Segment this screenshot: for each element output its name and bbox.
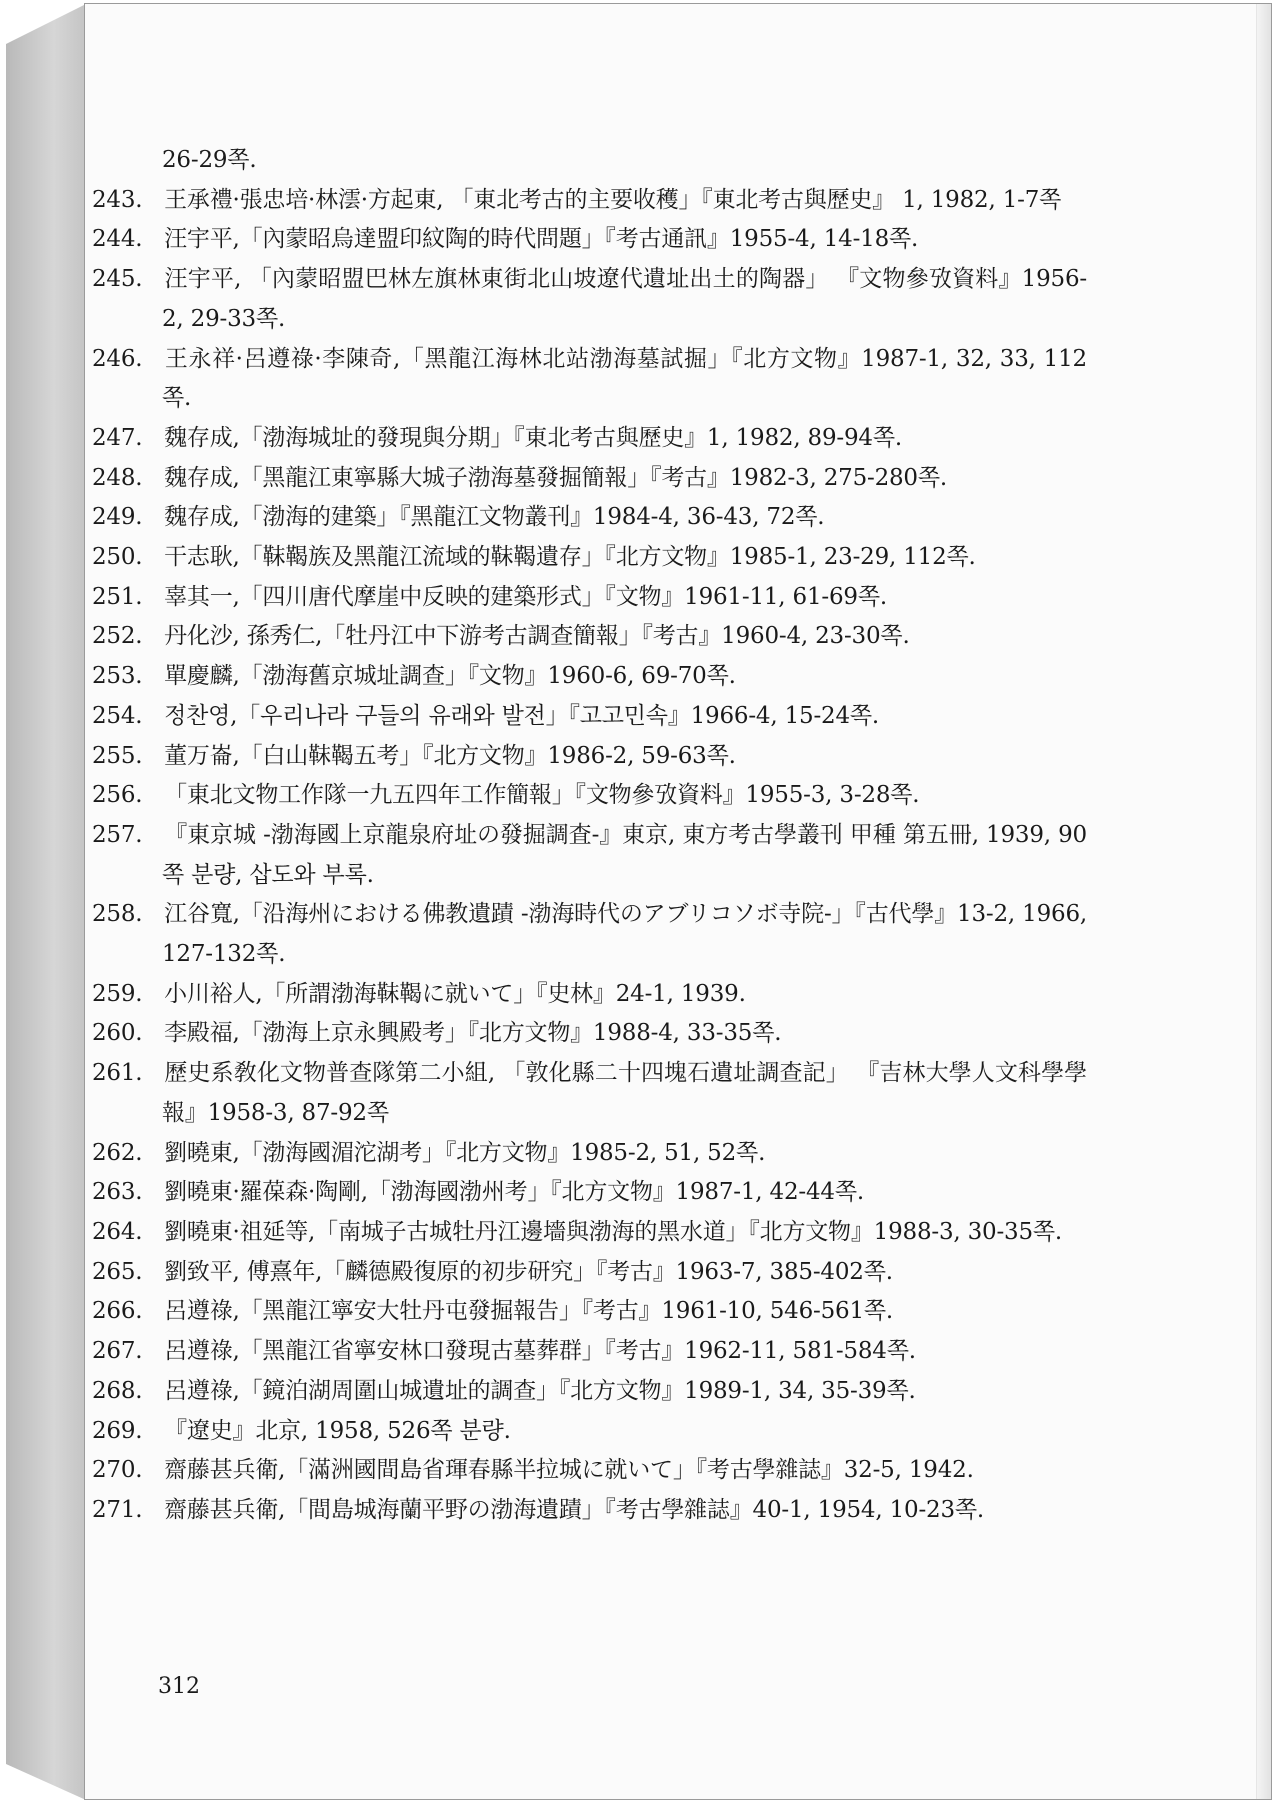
entry-text: 江谷寬,「沿海州における佛教遺蹟 -渤海時代のアブリコソボ寺院-」『古代學』13-2, 1966, 127-132쪽. <box>162 901 1087 968</box>
page-edge <box>1256 4 1271 1799</box>
entry-number: 260. <box>92 1020 143 1047</box>
entry-number: 252. <box>92 623 143 650</box>
entry-number: 261. <box>92 1060 143 1087</box>
entry-number: 250. <box>92 544 143 571</box>
bibliography-entry <box>92 1292 1087 1332</box>
bibliography-entry <box>92 1372 1087 1412</box>
bibliography-entry <box>92 459 1087 499</box>
bibliography-entry <box>92 975 1087 1015</box>
bibliography-entry <box>127 141 1087 181</box>
entry-text: 劉致平, 傅熹年,「麟德殿復原的初步研究」『考古』1963-7, 385-402쪽. <box>164 1258 893 1285</box>
entry-text: 單慶麟,「渤海舊京城址調查」『文物』1960-6, 69-70쪽. <box>164 663 736 690</box>
entry-text: 丹化沙, 孫秀仁,「牡丹江中下游考古調查簡報」『考古』1960-4, 23-30쪽. <box>164 623 910 650</box>
entry-number: 269. <box>92 1417 143 1444</box>
entry-number: 265. <box>92 1258 143 1285</box>
bibliography-entry <box>92 1173 1087 1213</box>
bibliography-entry <box>92 498 1087 538</box>
entry-text: 齋藤甚兵衛,「滿洲國間島省琿春縣半拉城に就いて」『考古學雜誌』32-5, 1942. <box>164 1457 974 1484</box>
entry-text: 小川裕人,「所謂渤海靺鞨に就いて」『史林』24-1, 1939. <box>164 980 746 1007</box>
bibliography-entry <box>92 895 1087 974</box>
bibliography-entry <box>92 1451 1087 1491</box>
entry-number: 253. <box>92 663 143 690</box>
bibliography-entry <box>92 340 1087 419</box>
bibliography-entry <box>92 1253 1087 1293</box>
bibliography-entry <box>92 1412 1087 1452</box>
page-number: 312 <box>158 1674 200 1699</box>
bibliography-entry <box>92 776 1087 816</box>
entry-number: 246. <box>92 345 143 372</box>
entry-number: 245. <box>92 266 143 293</box>
entry-number: 257. <box>92 821 143 848</box>
bibliography-entry <box>92 617 1087 657</box>
entry-text: 汪宇平, 「內蒙昭盟巴林左旗林東街北山坡遼代遺址出土的陶器」 『文物參攷資料』1956-2, 29-33쪽. <box>162 266 1087 332</box>
entry-text: 呂遵祿,「鏡泊湖周圍山城遺址的調查」『北方文物』1989-1, 34, 35-39쪽. <box>164 1377 916 1404</box>
bibliography-entry <box>92 1014 1087 1054</box>
bibliography-entry <box>92 1054 1087 1133</box>
entry-number: 263. <box>92 1179 143 1206</box>
entry-text: 辜其一,「四川唐代摩崖中反映的建築形式」『文物』1961-11, 61-69쪽. <box>164 583 887 610</box>
bibliography-entry <box>92 578 1087 618</box>
entry-number: 251. <box>92 583 143 610</box>
entry-text: 『東京城 -渤海國上京龍泉府址の發掘調査-』東京, 東方考古學叢刊 甲種 第五冊, 1939, 90쪽 분량, 삽도와 부록. <box>162 821 1087 888</box>
entry-text: 정찬영,「우리나라 구들의 유래와 발전」『고고민속』1966-4, 15-24쪽. <box>164 702 880 729</box>
entry-number: 243. <box>92 186 143 213</box>
entry-text: 呂遵祿,「黑龍江寧安大牡丹屯發掘報告」『考古』1961-10, 546-561쪽. <box>164 1298 894 1325</box>
entry-text: 26-29쪽. <box>162 147 257 173</box>
entry-number: 266. <box>92 1298 143 1325</box>
entry-text: 魏存成,「黑龍江東寧縣大城子渤海墓發掘簡報」『考古』1982-3, 275-280쪽. <box>164 464 947 491</box>
bibliography-entry <box>92 220 1087 260</box>
entry-number: 254. <box>92 702 143 729</box>
bibliography-entry <box>92 737 1087 777</box>
entry-number: 262. <box>92 1139 143 1166</box>
entry-text: 歷史系敎化文物普查隊第二小組, 「敦化縣二十四塊石遺址調查記」 『吉林大學人文科學學報』1958-3, 87-92쪽 <box>162 1060 1087 1126</box>
bibliography-entry <box>92 419 1087 459</box>
bibliography-list <box>92 141 1087 1531</box>
entry-number: 248. <box>92 464 143 491</box>
bibliography-entry <box>92 181 1087 221</box>
entry-text: 呂遵祿,「黑龍江省寧安林口發現古墓葬群」『考古』1962-11, 581-584쪽. <box>164 1338 916 1365</box>
bibliography-entry <box>92 1134 1087 1174</box>
bibliography-entry <box>92 816 1087 895</box>
bibliography-entry <box>92 1332 1087 1372</box>
entry-text: 『遼史』北京, 1958, 526쪽 분량. <box>164 1417 511 1444</box>
entry-text: 李殿福,「渤海上京永興殿考」『北方文物』1988-4, 33-35쪽. <box>164 1020 782 1047</box>
entry-text: 王永祥·呂遵祿·李陳奇,「黑龍江海林北站渤海墓試掘」『北方文物』1987-1, 32, 33, 112쪽. <box>162 345 1087 412</box>
entry-text: 劉曉東·祖延等,「南城子古城牡丹江邊墻與渤海的黑水道」『北方文物』1988-3, 30-35쪽. <box>164 1218 1063 1245</box>
entry-text: 魏存成,「渤海的建築」『黑龍江文物叢刊』1984-4, 36-43, 72쪽. <box>164 504 825 531</box>
entry-text: 「東北文物工作隊一九五四年工作簡報」『文物參攷資料』1955-3, 3-28쪽. <box>164 782 920 809</box>
entry-text: 劉曉東,「渤海國湄沱湖考」『北方文物』1985-2, 51, 52쪽. <box>164 1139 766 1166</box>
bibliography-entry <box>92 657 1087 697</box>
entry-number: 258. <box>92 901 143 928</box>
entry-number: 247. <box>92 424 143 451</box>
entry-text: 王承禮·張忠培·林澐·方起東, 「東北考古的主要收穫」『東北考古與歷史』 1, 1982, 1-7쪽 <box>164 186 1062 213</box>
entry-number: 270. <box>92 1457 143 1484</box>
entry-number: 268. <box>92 1377 143 1404</box>
entry-number: 271. <box>92 1496 143 1523</box>
entry-number: 249. <box>92 504 143 531</box>
entry-number: 264. <box>92 1218 143 1245</box>
entry-text: 劉曉東·羅葆森·陶剛,「渤海國渤州考」『北方文物』1987-1, 42-44쪽. <box>164 1179 864 1206</box>
bibliography-entry <box>92 697 1087 737</box>
entry-number: 256. <box>92 782 143 809</box>
book-spine <box>6 4 86 1800</box>
entry-text: 魏存成,「渤海城址的發現與分期」『東北考古與歷史』1, 1982, 89-94쪽. <box>164 424 902 451</box>
entry-text: 干志耿,「靺鞨族及黑龍江流域的靺鞨遺存」『北方文物』1985-1, 23-29, 112쪽. <box>164 544 976 571</box>
entry-number: 244. <box>92 226 143 253</box>
entry-text: 董万崙,「白山靺鞨五考」『北方文物』1986-2, 59-63쪽. <box>164 742 736 769</box>
bibliography-entry <box>92 1491 1087 1531</box>
entry-text: 汪宇平,「內蒙昭烏達盟印紋陶的時代問題」『考古通訊』1955-4, 14-18쪽. <box>164 226 919 253</box>
entry-number: 255. <box>92 742 143 769</box>
bibliography-entry <box>92 260 1087 339</box>
entry-text: 齋藤甚兵衛,「間島城海蘭平野の渤海遺蹟」『考古學雜誌』40-1, 1954, 10-23쪽. <box>164 1496 985 1523</box>
entry-number: 267. <box>92 1338 143 1365</box>
entry-number: 259. <box>92 980 143 1007</box>
bibliography-entry <box>92 1213 1087 1253</box>
bibliography-entry <box>92 538 1087 578</box>
